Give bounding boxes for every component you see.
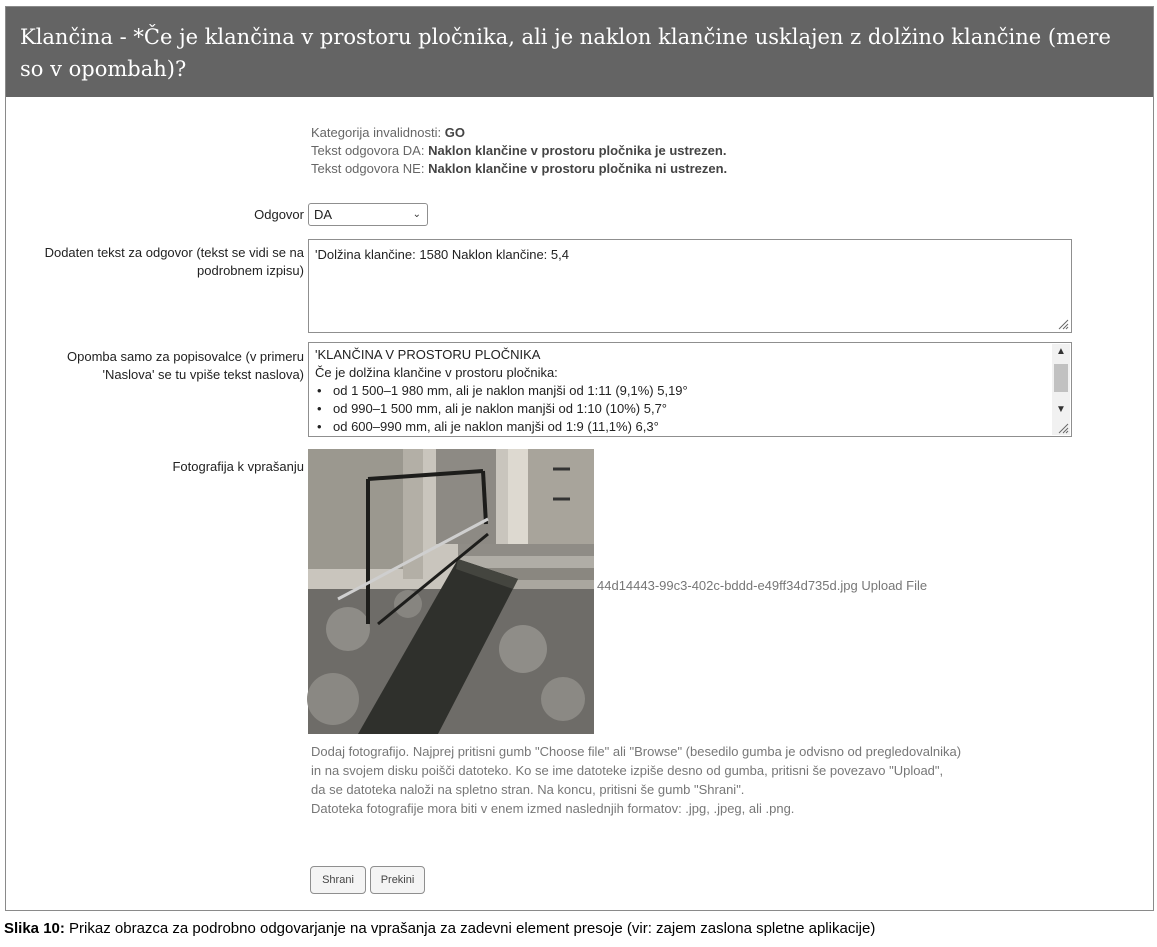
- note-bullet: • od 1 500–1 980 mm, ali je naklon manjši od 1:11 (9,1%) 5,19°: [315, 382, 1047, 400]
- extra-text-label-line1: Dodaten tekst za odgovor (tekst se vidi se na: [44, 245, 304, 260]
- chevron-down-icon: ⌄: [412, 209, 421, 220]
- yes-text-label: Tekst odgovora DA:: [311, 143, 425, 158]
- extra-text-field[interactable]: [308, 239, 1072, 333]
- ramp-photo: [308, 449, 594, 734]
- answer-label: Odgovor: [254, 207, 304, 222]
- help-line: Dodaj fotografijo. Najprej pritisni gumb "Choose file" ali "Browse" (besedilo gumba je odvisno od pregledovalnika): [311, 744, 962, 759]
- question-header: [6, 7, 1153, 97]
- cancel-button[interactable]: Prekini: [370, 866, 425, 894]
- photo-label: Fotografija k vprašanju: [172, 459, 304, 474]
- extra-text-label: [4, 244, 304, 280]
- photo-help-text: [311, 742, 961, 818]
- resize-handle-icon[interactable]: [1057, 422, 1069, 434]
- extra-text-value: 'Dolžina klančine: 1580 Naklon klančine: 5,4: [315, 247, 569, 262]
- note-bullet: • od 990–1 500 mm, ali je naklon manjši od 1:10 (10%) 5,7°: [315, 400, 1047, 418]
- caption-text: Prikaz obrazca za podrobno odgovarjanje na vprašanja za zadevni element presoje (vir: zajem zaslona spletne aplikacije): [64, 920, 876, 937]
- resize-handle-icon[interactable]: [1057, 318, 1069, 330]
- upload-file-link[interactable]: Upload File: [861, 578, 928, 593]
- scroll-thumb[interactable]: [1054, 364, 1068, 392]
- figure-caption: [4, 919, 875, 939]
- note-label: [4, 348, 304, 384]
- answer-select[interactable]: [308, 203, 428, 226]
- category-line: [311, 124, 727, 142]
- scroll-down-icon[interactable]: ▼: [1056, 404, 1066, 415]
- note-field[interactable]: [308, 342, 1072, 437]
- extra-text-label-line2: podrobnem izpisu): [197, 263, 304, 278]
- question-title: Klančina - *Če je klančina v prostoru pločnika, ali je naklon klančine usklajen z dolžino klančine (mere so v opombah)?: [20, 25, 1111, 81]
- caption-prefix: Slika 10:: [4, 920, 65, 937]
- no-text-label: Tekst odgovora NE:: [311, 161, 425, 176]
- category-label: Kategorija invalidnosti:: [311, 125, 442, 140]
- note-label-line1: Opomba samo za popisovalce (v primeru: [67, 349, 304, 364]
- help-line: Datoteka fotografije mora biti v enem izmed naslednjih formatov: .jpg, .jpeg, ali .png.: [311, 801, 795, 816]
- category-value: GO: [444, 125, 465, 140]
- save-button[interactable]: Shrani: [310, 866, 366, 894]
- note-bullet: • od 600–990 mm, ali je naklon manjši od 1:9 (11,1%) 6,3°: [315, 418, 1047, 424]
- note-label-line2: 'Naslova' se tu vpiše tekst naslova): [102, 367, 304, 382]
- note-line2: Če je dolžina klančine v prostoru pločnika:: [315, 365, 558, 380]
- no-text-line: [311, 160, 727, 178]
- yes-text-value: Naklon klančine v prostoru pločnika je ustrezen.: [428, 143, 727, 158]
- ramp-photo-image: [308, 449, 594, 734]
- note-line1: 'KLANČINA V PROSTORU PLOČNIKA: [315, 347, 541, 362]
- scroll-up-icon[interactable]: ▲: [1056, 346, 1066, 357]
- file-name: 44d14443-99c3-402c-bddd-e49ff34d735d.jpg: [597, 578, 858, 593]
- no-text-value: Naklon klančine v prostoru pločnika ni ustrezen.: [428, 161, 728, 176]
- answer-selected-value: DA: [314, 207, 333, 222]
- uploaded-file-line: [597, 578, 927, 593]
- help-line: in na svojem disku poišči datoteko. Ko se ime datoteke izpiše desno od gumba, pritisni še povezavo "Upload",: [311, 763, 944, 778]
- answer-info: [311, 124, 727, 178]
- help-line: da se datoteka naloži na spletno stran. Na koncu, pritisni še gumb "Shrani".: [311, 782, 745, 797]
- yes-text-line: [311, 142, 727, 160]
